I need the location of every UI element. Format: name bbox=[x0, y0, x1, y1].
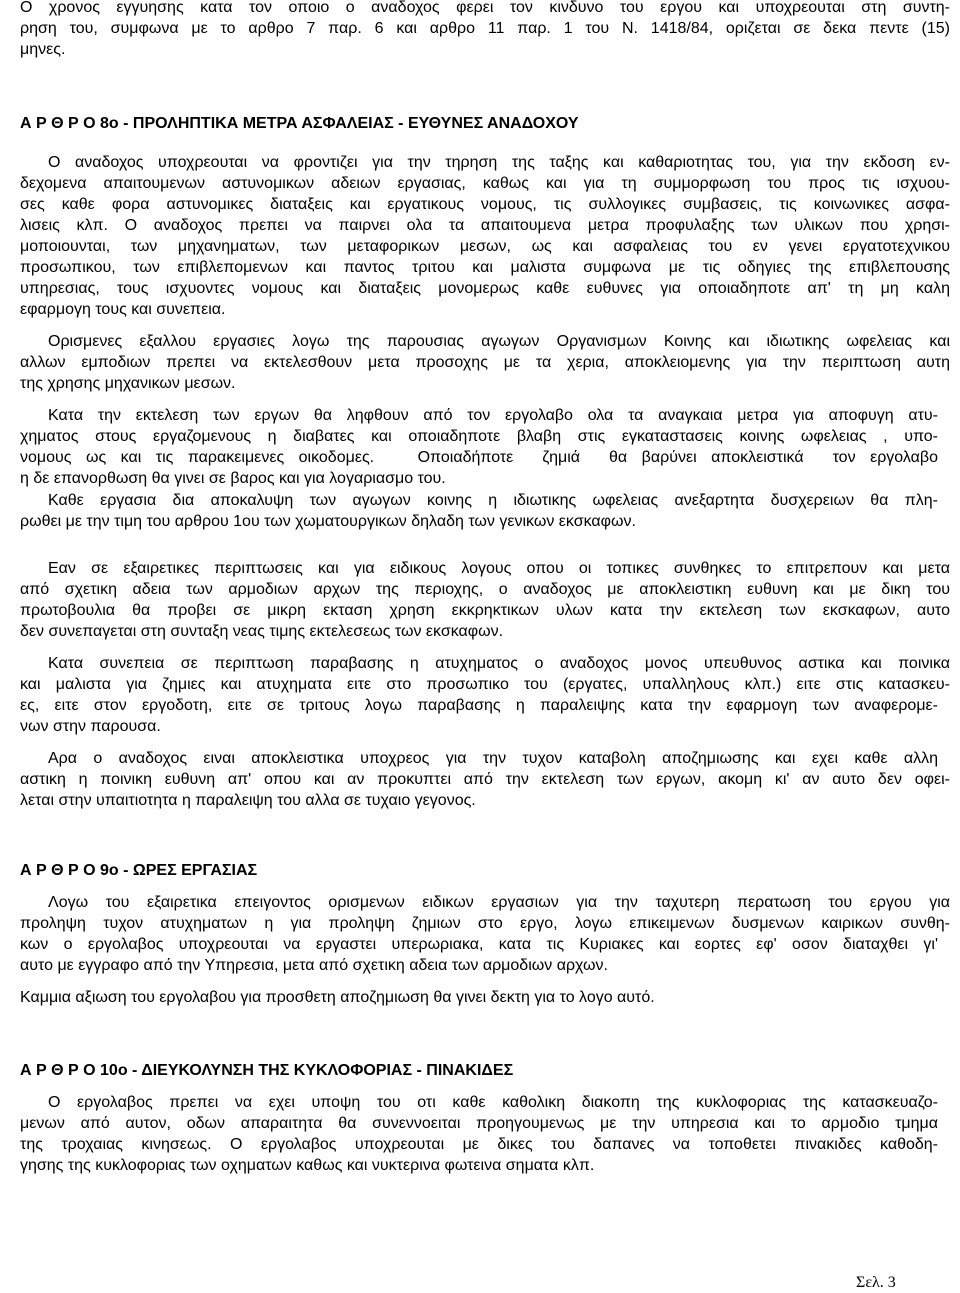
article-8-p2-line: Ορισμενες εξαλλου εργασιες λογω της παρουσιας αγωγων Οργανισμων Κοινης και ιδιωτικης ωφελειας και bbox=[48, 333, 950, 350]
article-10-p1-line: μενων από αυτον, οδων απαραιτητα θα συνεννοειται προηγουμενως με την υπηρεσια και το αρμοδιο τμημα bbox=[20, 1115, 938, 1132]
intro-line: μηνες. bbox=[20, 41, 66, 58]
article-9-p1-line: αυτο με εγγραφο από την Υπηρεσια, μετα από σχετικη αδεια των αρμοδιων αρχων. bbox=[20, 957, 608, 974]
article-8-p1-line: εφαρμογη τους και συνεπεια. bbox=[20, 301, 226, 318]
article-8-p1-line: λισεις κλπ. Ο αναδοχος πρεπει να παιρνει ολα τα απαιτουμενα μετρα προφυλαξης των υλικων που χρησι- bbox=[20, 217, 950, 234]
article-8-p4-line: Καθε εργασια δια αποκαλυψη των αγωγων κοινης η ιδιωτικης ωφελειας ανεξαρτητα δυσχερειων θα πλη- bbox=[48, 492, 938, 509]
article-8-p3-line: χηματος στους εργαζομενους η διαβατες και οποιαδηποτε βλαβη στις εγκαταστασεις κοινης ωφελειας , υπο- bbox=[20, 428, 938, 445]
article-8-p5-line: Εαν σε εξαιρετικες περιπτωσεις και για ειδικους λογους οπου οι τοπικες συνθηκες το επιτρεπουν και μετα bbox=[48, 560, 950, 577]
article-8-p1-line: Ο αναδοχος υποχρεουται να φροντιζει για την τηρηση της ταξης και καθαριοτητας του, για την εκδοση εν- bbox=[48, 154, 950, 171]
article-10-heading: Α Ρ Θ Ρ Ο 10ο - ΔΙΕΥΚΟΛΥΝΣΗ ΤΗΣ ΚΥΚΛΟΦΟΡΙΑΣ - ΠΙΝΑΚΙΔΕΣ bbox=[20, 1062, 514, 1079]
article-8-p5-line: πρωτοβουλια θα προβει σε μικρη εκταση χρηση εκκρηκτικων υλων κατα την εκτελεση των εκσκαφων, αυτο bbox=[20, 602, 950, 619]
article-8-p7-line: Αρα ο αναδοχος ειναι αποκλειστικα υποχρεος για την τυχον καταβολη αποζημιωσης και εχει καθε αλλη bbox=[48, 750, 938, 767]
article-8-p6-line: Κατα συνεπεια σε περιπτωση παραβασης η ατυχηματος ο αναδοχος μονος υπευθυνος αστικα και ποινικα bbox=[48, 655, 950, 672]
article-10-p1-line: γησης της κυκλοφοριας των οχηματων καθως και νυκτερινα φωτεινα σηματα κλπ. bbox=[20, 1157, 595, 1174]
article-8-p6-line: και μαλιστα για ζημιες και ατυχηματα ειτε στο προσωπικο του (εργατες, υπαλληλους κλπ.) ειτε στις κατασκευ- bbox=[20, 676, 950, 693]
article-8-p4-line: ρωθει με την τιμη του αρθρου 1ου των χωματουργικων δηλαδη των γενικων εκσκαφων. bbox=[20, 513, 636, 530]
article-8-p3-line: Κατα την εκτελεση των εργων θα ληφθουν από τον εργολαβο ολα τα αναγκαια μετρα για αποφυγη ατυ- bbox=[48, 407, 938, 424]
article-8-p1-line: μοποιουνται, των μηχανηματων, των μεταφορικων μεσων, ως και ασφαλειας του εν γενει εργατοτεχνικου bbox=[20, 238, 950, 255]
article-8-p1-line: δεχομενα απαιτουμενων αστυνομικων αδειων εργασιας, καθως και για τη συμμορφωση του προς τις ισχυου- bbox=[20, 175, 950, 192]
article-8-p5-line: δεν συνεπαγεται στη συνταξη νεας τιμης εκτελεσεως των εκσκαφων. bbox=[20, 623, 504, 640]
article-10-p1-line: της τροχαιας κινησεως. Ο εργολαβος υποχρεουται με δικες του δαπανες να τοποθετει πινακιδες καθοδη- bbox=[20, 1136, 938, 1153]
page-number: Σελ. 3 bbox=[856, 1274, 896, 1291]
article-9-heading: Α Ρ Θ Ρ Ο 9ο - ΩΡΕΣ ΕΡΓΑΣΙΑΣ bbox=[20, 862, 258, 879]
article-8-p1-line: υπηρεσιας, τους ισχυοντες νομους και διαταξεις μονομερως καθε ευθυνες για οποιαδηποτε απ' τη μη καλη bbox=[20, 280, 950, 297]
article-9-p1-line: προληψη τυχον ατυχηματων η για προληψη ζημιων στο εργο, λογω επικειμενων δυσμενων καιρικων συνθη- bbox=[20, 915, 950, 932]
intro-line: Ο χρονος εγγυησης κατα τον οποιο ο αναδοχος φερει τον κινδυνο του εργου και υποχρεουται στη συντη- bbox=[20, 0, 950, 16]
article-8-p1-line: προσωπικου, των επιβλεπομενων και παντος τριτου και μαλιστα συμφωνα με τις οδηγιες της επιβλεπουσης bbox=[20, 259, 950, 276]
article-8-p7-line: αστικη η ποινικη ευθυνη απ' οπου και αν προκυπτει από την εκτελεση των εργων, ακομη κι' αν αυτο δεν οφει- bbox=[20, 771, 950, 788]
article-8-p2-line: της χρησης μηχανικων μεσων. bbox=[20, 375, 236, 392]
article-8-p3-line: νομους ως και τις παρακειμενες οικοδομες. Οποιαδήποτε ζημιά θα βαρύνει αποκλειστικά τον εργολαβο bbox=[20, 449, 938, 466]
article-8-p6-line: ες, ειτε στον εργοδοτη, ειτε σε τριτους λογω παραβασης η παραλειψης κατα την εφαρμογη των αναφερομε- bbox=[20, 697, 938, 714]
article-8-p3-line: η δε επανορθωση θα γινει σε βαρος και για λογαριασμο του. bbox=[20, 470, 446, 487]
article-8-p5-line: από σχετικη αδεια των αρμοδιων αρχων της περιοχης, ο αναδοχος με αποκλειστικη ευθυνη και με δικη του bbox=[20, 581, 950, 598]
article-8-p6-line: νων στην παρουσα. bbox=[20, 718, 161, 735]
article-8-p2-line: αλλων εμποδιων πρεπει να εκτελεσθουν μετα προσοχης με τα χερια, αποκλειομενης για την περιπτωση αυτη bbox=[20, 354, 950, 371]
article-10-p1-line: Ο εργολαβος πρεπει να εχει υποψη του οτι καθε καθολικη διακοπη της κυκλοφοριας της κατασκευαζο- bbox=[48, 1094, 938, 1111]
article-9-p2-line: Καμμια αξιωση του εργολαβου για προσθετη αποζημιωση θα γινει δεκτη για το λογο αυτό. bbox=[20, 989, 655, 1006]
article-9-p1-line: Λογω του εξαιρετικα επειγοντος ορισμενων ειδικων εργασιων για την ταχυτερη περατωση του εργου για bbox=[48, 894, 950, 911]
intro-line: ρηση του, συμφωνα με το αρθρο 7 παρ. 6 και αρθρο 11 παρ. 1 του Ν. 1418/84, οριζεται σε δεκα πεντε (15) bbox=[20, 20, 950, 37]
article-8-p7-line: λεται στην υπαιτιοτητα η παραλειψη του αλλα σε τυχαιο γεγονος. bbox=[20, 792, 476, 809]
article-9-p1-line: κων ο εργολαβος υποχρεουται να εργαστει υπερωριακα, κατα τις Κυριακες και εορτες εφ' οσον διαταχθει γι' bbox=[20, 936, 938, 953]
article-8-heading: Α Ρ Θ Ρ Ο 8ο - ΠΡΟΛΗΠΤΙΚΑ ΜΕΤΡΑ ΑΣΦΑΛΕΙΑΣ - ΕΥΘΥΝΕΣ ΑΝΑΔΟΧΟΥ bbox=[20, 115, 579, 132]
article-8-p1-line: σες καθε φορα αστυνομικες διαταξεις και εργατικους νομους, τις συλλογικες συμβασεις, τις κοινωνικες ασφα- bbox=[20, 196, 950, 213]
